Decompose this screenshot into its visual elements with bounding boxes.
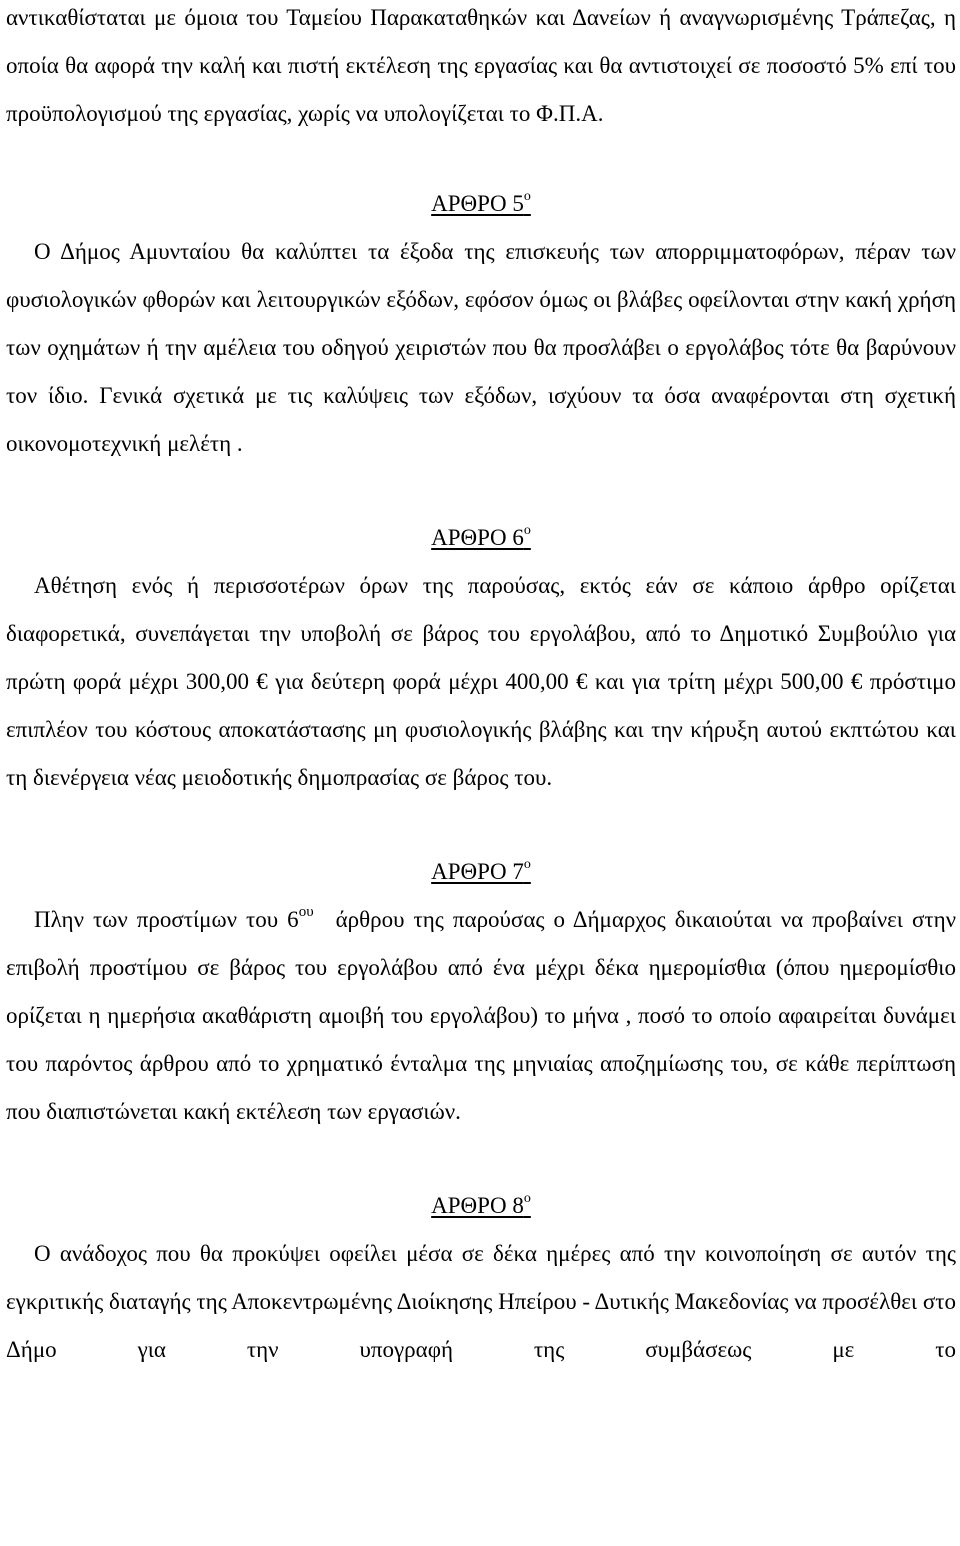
article-6-heading <box>6 514 956 562</box>
document-page <box>6 0 956 1374</box>
article-6-title: ΑΡΘΡΟ $6^o$ <box>431 523 531 550</box>
article-5-title-superscript: ο <box>523 189 531 205</box>
spacer <box>6 802 956 848</box>
article-6-body: Αθέτηση ενός ή περισσοτέρων όρων της παρούσας, εκτός εάν σε κάποιο άρθρο ορίζεται διαφορετικά, συνεπάγεται την υποβολή σε βάρος του εργολάβου, από το Δημοτικό Συμβούλιο για πρώτη φορά μέχρι 300,00 € για δεύτερη φορά μέχρι 400,00 € και για τρίτη μέχρι 500,00 € πρόστιμο επιπλέον του κόστους αποκατάστασης μη φυσιολογικής βλάβης και την κήρυξη αυτού εκπτώτου και τη διενέργεια νέας μειοδοτικής δημοπρασίας σε βάρος του. <box>6 573 956 790</box>
article-7-body-rest: άρθρου της παρούσας ο Δήμαρχος δικαιούται να προβαίνει στην επιβολή προστίμου σε βάρος του εργολάβου από ένα μέχρι δέκα ημερομίσθια (όπου ημερομίσθιο ορίζεται η ημερήσια ακαθάριστη αμοιβή του εργολάβου) το μήνα , ποσό το οποίο αφαιρείται δυνάμει του παρόντος άρθρου από το χρηματικό ένταλμα της μηνιαίας αποζημίωσης του, σε κάθε περίπτωση που διαπιστώνεται κακή εκτέλεση των εργασιών. <box>6 907 957 1124</box>
article-6-title-superscript: ο <box>523 523 531 539</box>
article-7-body-start: Πλην των προστίμων του 6 <box>34 907 299 932</box>
article-5-title: ΑΡΘΡΟ $5^o$ <box>431 189 531 216</box>
intro-paragraph: αντικαθίσταται με όμοια του Ταμείου Παρακαταθηκών και Δανείων ή αναγνωρισμένης Τράπεζας, η οποία θα αφορά την καλή και πιστή εκτέλεση της εργασίας και θα αντιστοιχεί σε ποσοστό 5% επί του προϋπολογισμού της εργασίας, χωρίς να υπολογίζεται το Φ.Π.Α. <box>6 5 956 126</box>
article-8-title: ΑΡΘΡΟ $8^o$ <box>431 1191 531 1218</box>
spacer <box>6 1136 956 1182</box>
article-7-title: ΑΡΘΡΟ $7^o$ <box>431 857 531 884</box>
article-8-body: Ο ανάδοχος που θα προκύψει οφείλει μέσα σε δέκα ημέρες από την κοινοποίηση σε αυτόν της εγκριτικής διαταγής της Αποκεντρωμένης Διοίκησης Ηπείρου - Δυτικής Μακεδονίας να προσέλθει στο Δήμο για την υπογραφή της συμβάσεως με το <box>6 1241 956 1362</box>
article-7-title-superscript: ο <box>523 857 531 873</box>
spacer <box>6 468 956 514</box>
article-7-body-superscript: ου <box>298 904 314 920</box>
article-7-heading <box>6 848 956 896</box>
article-7-body <box>6 896 956 1136</box>
spacer <box>6 138 956 180</box>
article-5-heading <box>6 180 956 228</box>
article-8-heading <box>6 1182 956 1230</box>
article-8-title-superscript: ο <box>523 1191 531 1207</box>
article-5-body: Ο Δήμος Αμυνταίου θα καλύπτει τα έξοδα της επισκευής των απορριμματοφόρων, πέραν των φυσιολογικών φθορών και λειτουργικών εξόδων, εφόσον όμως οι βλάβες οφείλονται στην κακή χρήση των οχημάτων ή την αμέλεια του οδηγού χειριστών που θα προσλάβει ο εργολάβος τότε θα βαρύνουν τον ίδιο. Γενικά σχετικά με τις καλύψεις των εξόδων, ισχύουν τα όσα αναφέρονται στη σχετική οικονομοτεχνική μελέτη . <box>6 239 956 456</box>
